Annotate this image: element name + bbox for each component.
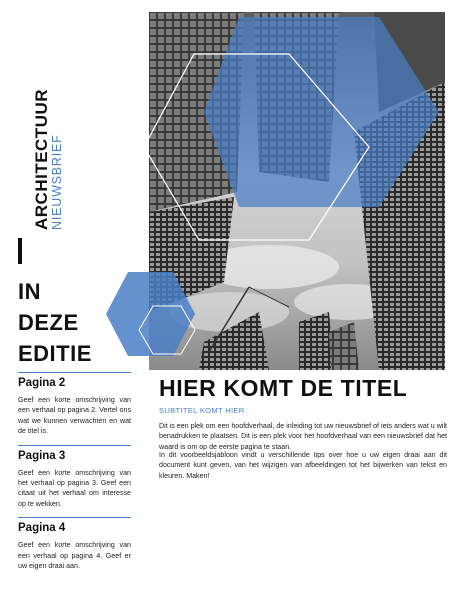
newsletter-title: ARCHITECTUUR: [32, 88, 51, 230]
heading-line: EDITIE: [18, 341, 92, 366]
toc-item-page-3: [18, 445, 131, 510]
table-of-contents: [18, 372, 131, 579]
toc-item-text: Geef een korte omschrijving van een verhaal op pagina 2. Vertel ons wat we kunnen verwachten en wat de titel is.: [18, 396, 131, 436]
toc-item-title: Pagina 2: [18, 377, 66, 389]
heading-line: DEZE: [18, 310, 79, 335]
article-paragraph: In dit voorbeeldsjabloon vindt u verschillende tips over hoe u uw eigen draai aan dit document kunt geven, van het wijzigen van afbeeldingen tot het bijwerken van tekst en kleuren. Maken!: [159, 451, 447, 480]
newsletter-subtitle: NIEUWSBRIEF: [50, 134, 64, 230]
masthead: [10, 48, 64, 230]
toc-item-title: Pagina 4: [18, 522, 66, 535]
toc-item-text: Geef een korte omschrijving van een verhaal op pagina 4. Geef er uw eigen draai aan.: [18, 541, 131, 571]
article-title: HIER KOMT DE TITEL: [159, 375, 408, 401]
toc-item-page-2: [18, 372, 131, 437]
masthead-bar: [18, 238, 22, 264]
heading-line: IN: [18, 279, 41, 304]
toc-item-text: Geef een korte omschrijving van het verhaal op pagina 3. Geef een citaat uit het verhaal om interesse op te wekken.: [18, 468, 131, 508]
article-subtitle: SUBTITEL KOMT HIER: [159, 406, 245, 415]
toc-item-title: Pagina 3: [18, 449, 66, 462]
article-paragraph: Dit is een plek om een hoofdverhaal, de inleiding tot uw nieuwsbrief of iets anders wat u wilt benadrukken te plaatsen. Dit is een plek voor het hoofdverhaal van een nieuwsbrief dat het waard is om op de eerste pagina te staan.: [159, 422, 447, 451]
in-this-edition-heading: [18, 276, 138, 369]
toc-item-page-4: [18, 517, 131, 571]
